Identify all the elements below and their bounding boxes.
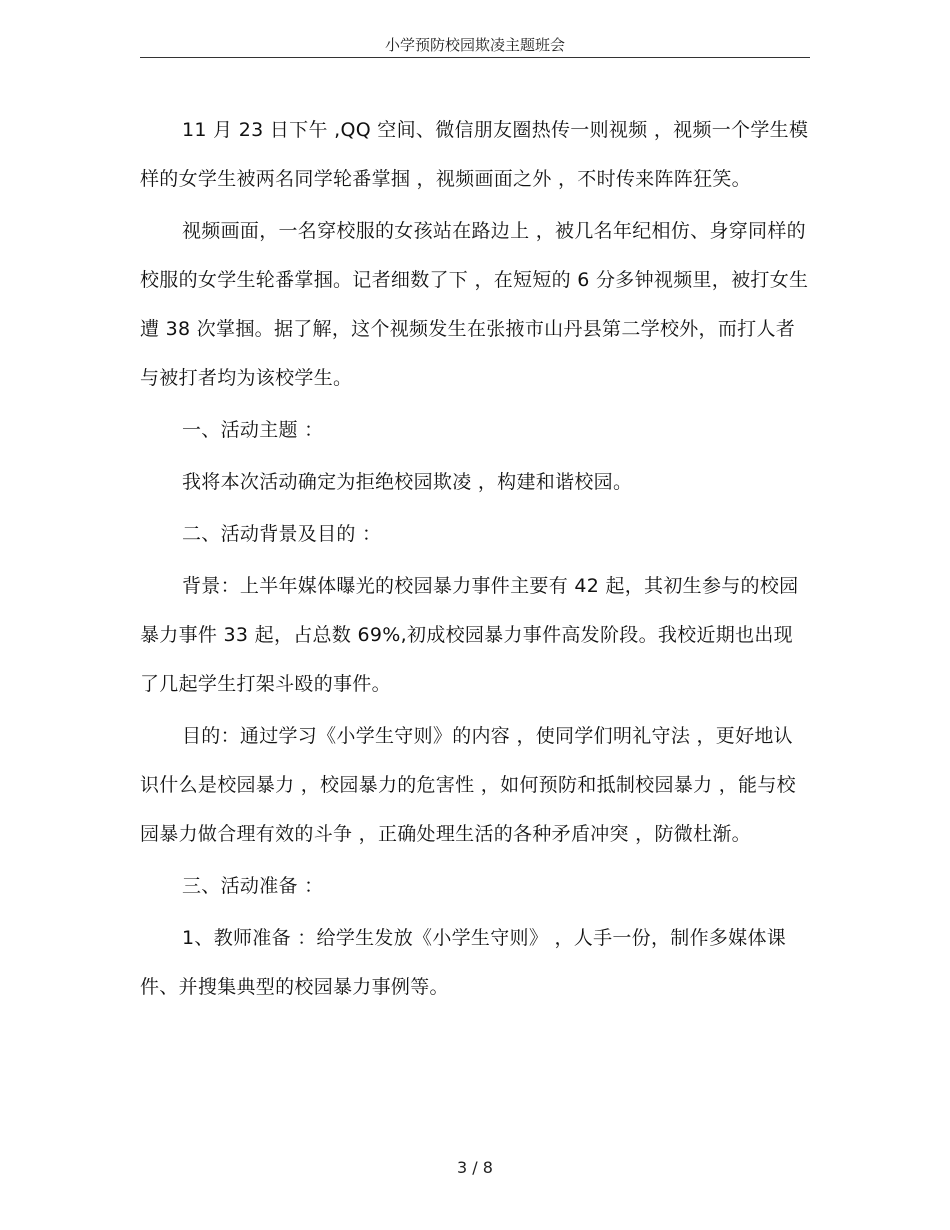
- paragraph-background: 背景：上半年媒体曝光的校园暴力事件主要有 42 起，其初生参与的校园暴力事件 33 起，占总数 69%,初成校园暴力事件高发阶段。我校近期也出现了几起学生打架斗殴的事件。: [140, 575, 799, 695]
- paragraph-purpose: 目的：通过学习《小学生守则》的内容 ，使同学们明礼守法 ，更好地认识什么是校园暴力 ，校园暴力的危害性 ，如何预防和抵制校园暴力 ，能与校园暴力做合理有效的斗争 ，正确处理生活的各种矛盾冲突 ，防微杜渐。: [140, 725, 796, 845]
- paragraph-teacher-preparation: 1、教师准备 ：给学生发放《小学生守则》 ，人手一份，制作多媒体课件、并搜集典型的校园暴力事例等。: [140, 927, 787, 998]
- page-header-title: 小学预防校园欺凌主题班会: [384, 36, 565, 54]
- header-divider: [140, 57, 810, 58]
- section-heading-theme: 一、活动主题 ：: [182, 419, 324, 441]
- paragraph-theme: 我将本次活动确定为拒绝校园欺凌 ，构建和谐校园。: [182, 471, 633, 493]
- page-number: 3 / 8: [457, 1158, 493, 1177]
- section-heading-preparation: 三、活动准备 ：: [182, 875, 324, 897]
- paragraph-video-report: 11 月 23 日下午 ,QQ 空间、微信朋友圈热传一则视频 ，视频一个学生模样的女学生被两名同学轮番掌掴 ，视频画面之外 ，不时传来阵阵狂笑。: [140, 119, 809, 190]
- paragraph-video-details: 视频画面，一名穿校服的女孩站在路边上 ，被几名年纪相仿、身穿同样的校服的女学生轮番掌掴。记者细数了下 ，在短短的 6 分多钟视频里，被打女生遭 38 次掌掴。据了解，这个视频发生在张掖市山丹县第二学校外，而打人者与被打者均为该校学生。: [140, 220, 809, 389]
- document-body: [140, 106, 810, 1015]
- section-heading-background: 二、活动背景及目的 ：: [182, 523, 382, 545]
